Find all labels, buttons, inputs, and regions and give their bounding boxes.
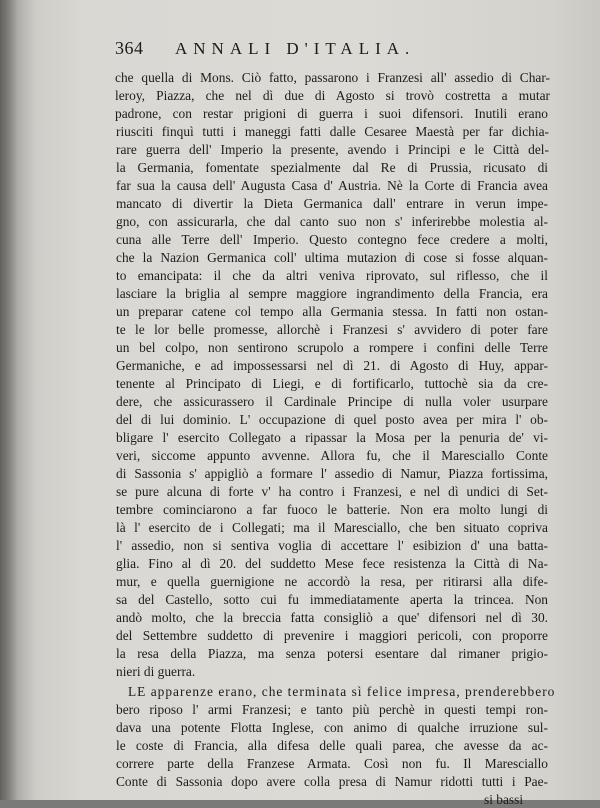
text-line: nieri di guerra. [116,664,196,679]
text-line: riusciti finquì tutti i maneggi fatti dalle Cesaree Maestà per far dichia- [116,124,549,139]
text-line: tenente al Principato di Liegi, e di fortificarlo, tuttochè sia da cre- [116,376,548,391]
text-line: che quella di Mons. Ciò fatto, passarono i Franzesi all' assedio di Char- [115,70,550,85]
text-line: glia. Fino al dì 20. del suddetto Mese fece resistenza la Città di Na- [116,556,548,571]
text-line: se pure alcuna di forte v' ha contro i Franzesi, e nel dì undici di Set- [116,484,548,499]
text-line: bero riposo l' armi Franzesi; e tanto più perchè in questi tempi ron- [116,702,548,717]
text-line: bligare l' esercito Collegato a ripassar la Mosa per la penuria de' vi- [116,430,548,445]
text-line: Germaniche, e ad impossessarsi nel dì 21. di Agosto di Huy, appar- [116,358,548,373]
text-line: gno, con assicurarla, che dal canto suo non s' inferirebbe molestia al- [116,214,548,229]
text-line: che la Nazion Germanica coll' ultima mutazion di cose si fosse alquan- [116,250,548,265]
text-line: del Settembre suddetto di prevenire i maggiori pericoli, con proporre [116,628,548,643]
text-line: cuna alle Terre dell' Imperio. Questo contegno fece credere a molti, [116,232,548,247]
text-line: di Sassonia s' appigliò a formare l' assedio di Namur, Piazza fortissima, [116,466,548,481]
text-line: tembre cominciarono a far fuoco le batterie. Non era molto lungi di [116,502,548,517]
text-line: rare guerra dell' Imperio la presente, avendo i Principi e le Città del- [116,142,549,157]
text-line: l' assedio, non si sentiva voglia di accettare l' esibizion d' una batta- [116,538,548,553]
text-line: te le lor belle promesse, allorchè i Franzesi s' avvidero di poter fare [116,322,548,337]
text-line: to emancipata: il che da altri veniva riprovato, sul riflesso, che il [116,268,548,283]
text-line: un bel colpo, non sentirono scrupolo a rompere i confini delle Terre [116,340,548,355]
text-line: veri, siccome appunto avvenne. Allora fu, che il Maresciallo Conte [116,448,548,463]
text-line: le coste di Francia, alla difesa delle quali parea, che avesse da ac- [116,738,548,753]
page-number: 364 [115,38,144,58]
text-line: Conte di Sassonia dopo avere colla presa di Namur ridotti tutti i Pae- [116,774,548,789]
text-line: la resa della Piazza, ma senza potersi esentare dal rimaner prigio- [116,646,548,661]
text-line: si bassi [484,792,524,807]
text-line: là l' esercito de i Collegati; ma il Maresciallo, che ben situato copriva [116,520,548,535]
text-line: mancato di divertir la Dieta Germanica dall' entrare in verun impe- [116,196,548,211]
text-line: mur, e quella guernigione ne accordò la resa, per ritirarsi alla dife- [116,574,548,589]
paragraph-opening-line: LE apparenze erano, che terminata sì felice impresa, prenderebbero [128,684,556,699]
text-line: andò molto, che la breccia fatta consigliò a que' difensori nel dì 30. [116,610,548,625]
page-header [115,38,565,64]
text-line: la Germania, fomentate spezialmente dal Re di Prussia, ricusato di [116,160,548,175]
text-line: dava una potente Flotta Inglese, con animo di qualche irruzione sul- [116,720,548,735]
text-line: leroy, Piazza, che nel dì due di Agosto si trovò costretta a mutar [115,88,550,103]
text-line: del di lui dominio. L' occupazione di quel posto avea per mira l' ob- [116,412,548,427]
text-line: dere, che assicurassero il Cardinale Principe di nulla voler usurpare [116,394,548,409]
running-head: ANNALI D'ITALIA. [175,39,416,58]
text-line: lasciare la briglia al sempre maggiore ingrandimento della Francia, era [116,286,548,301]
text-line: far sua la causa dell' Augusta Casa d' Austria. Nè la Corte di Francia avea [116,178,548,193]
text-line: sa del Castello, sotto cui fu immediatamente aperta la trincea. Non [116,592,548,607]
text-line: correre parte della Franzese Armata. Così non fu. Il Maresciallo [116,756,548,771]
text-line: un preparar catene col tempo alla Germania stessa. In fatti non ostan- [116,304,548,319]
text-line: padrone, con restar prigioni di guerra i suoi difensori. Inutili erano [115,106,548,121]
